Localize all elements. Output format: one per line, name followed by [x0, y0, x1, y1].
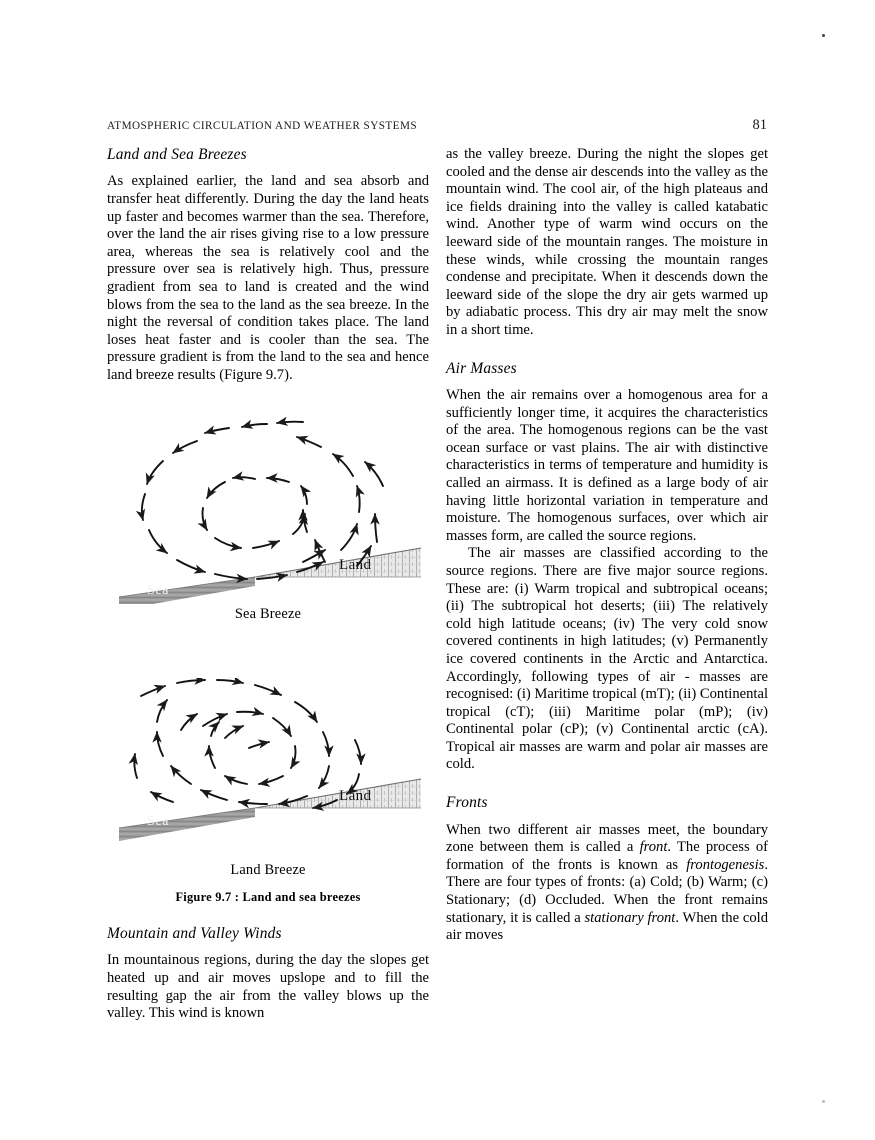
sea-label: Sea — [147, 814, 170, 829]
fronts-text-2: . The process of formation of the fronts is known as — [446, 839, 768, 873]
sea-breeze-diagram — [107, 414, 429, 622]
page-number: 81 — [752, 117, 767, 133]
heading-land-and-sea-breezes: Land and Sea Breezes — [107, 146, 247, 163]
land-label: Land — [339, 788, 372, 804]
land-breeze-diagram — [107, 678, 429, 878]
fronts-term-frontogenesis: frontogenesis — [686, 856, 765, 873]
fronts-term-front: front — [639, 839, 668, 856]
paragraph-mountain-and-valley-winds: In mountainous regions, during the day the slopes get heated up and air moves upslope and to fill the resulting gap the air from the valley blows up the valley. This wind is known — [107, 952, 429, 1022]
paragraph-fronts — [446, 822, 768, 945]
land-breeze-sublabel: Land Breeze — [230, 862, 306, 878]
heading-air-masses: Air Masses — [446, 359, 517, 377]
fronts-text-1: When two different air masses meet, the boundary zone between them is called a — [446, 821, 768, 856]
paragraph-valley-breeze: as the valley breeze. During the night the slopes get cooled and the dense air descends into the valley as the mountain wind. The cool air, of the high plateaus and ice fields draining into the valley is called katabatic wind. Another type of warm wind occurs on the leeward side of the mountain ranges. The moisture in these winds, while crossing the mountain ranges condense and precipitate. When it descends down the leeward side of the slope the dry air gets warmed up by adiabatic process. This dry air may melt the snow in a short time. — [446, 146, 768, 338]
fronts-text-4: . When the cold air moves — [446, 909, 768, 944]
registration-mark-top-right — [822, 34, 825, 37]
heading-mountain-and-valley-winds: Mountain and Valley Winds — [107, 925, 282, 942]
heading-fronts: Fronts — [446, 794, 488, 812]
left-column-top — [107, 146, 429, 385]
sea-wedge — [119, 577, 255, 604]
fronts-text-3: . There are four types of fronts: (a) Cold; (b) Warm; (c) Stationary; (d) Occluded. When the front remains stationary, it is called a — [446, 856, 768, 926]
circulation-arrows-extras — [134, 714, 361, 808]
land-label: Land — [339, 557, 372, 573]
fronts-term-stationary-front: stationary front — [584, 909, 676, 926]
circulation-arrows-outer — [142, 422, 360, 579]
paragraph-air-masses-classification: The air masses are classified according to the source regions. There are five major source regions. These are: (i) Warm tropical and subtropical oceans; (ii) The subtropical hot deserts; (iii) The relatively cold high latitude oceans; (iv) The very cold snow covered continents in high latitudes; (v) Permanently ice covered continents in the Arctic and Antarctica. Accordingly, following types of air - masses are recognised: (i) Maritime tropical (mT); (ii) Continental tropical (cT); (iii) Maritime polar (mP); (iv) Continental polar (cP); (v) Continental arctic (cA). Tropical air masses are warm and polar air masses are cold. — [446, 545, 768, 773]
figure-caption: Figure 9.7 : Land and sea breezes — [175, 890, 361, 904]
circulation-arrows-land-rising — [303, 462, 383, 566]
figure-9-7 — [107, 414, 429, 1023]
paragraph-air-masses-definition: When the air remains over a homogenous area for a sufficiently longer time, it acquires the characteristics of the area. The homogenous regions can be the vast ocean surface or vast plains. The air with distinctive characteristics in terms of temperature and humidity is called an airmass. It is defined as a large body of air having little horizontal variation in temperature and moisture. The homogenous surfaces, over which air masses form, are called the source regions. — [446, 387, 768, 544]
sea-wedge — [119, 808, 255, 841]
running-head-title: ATMOSPHERIC CIRCULATION AND WEATHER SYSTEMS — [107, 120, 418, 132]
sea-label: Sea — [147, 583, 170, 598]
circulation-arrows-outer — [141, 680, 329, 804]
running-head — [107, 117, 767, 134]
registration-mark-bottom-right — [822, 1100, 825, 1103]
right-column — [446, 146, 768, 945]
paragraph-land-and-sea-breezes: As explained earlier, the land and sea absorb and transfer heat differently. During the day the land heats up faster and becomes warmer than the sea. Therefore, over the land the air rises giving rise to a low pressure area, whereas the sea is relatively cool and the pressure over sea is relatively high. Thus, pressure gradient from sea to land is created and the wind blows from the sea to the land as the sea breeze. In the night the reversal of condition takes place. The land loses heat faster and is cooler than the sea. The pressure gradient is from the land to the sea and hence land breeze results (Figure 9.7). — [107, 173, 429, 384]
sea-breeze-sublabel: Sea Breeze — [234, 606, 302, 622]
circulation-arrows-inner — [203, 477, 308, 548]
land-wedge — [255, 548, 421, 577]
